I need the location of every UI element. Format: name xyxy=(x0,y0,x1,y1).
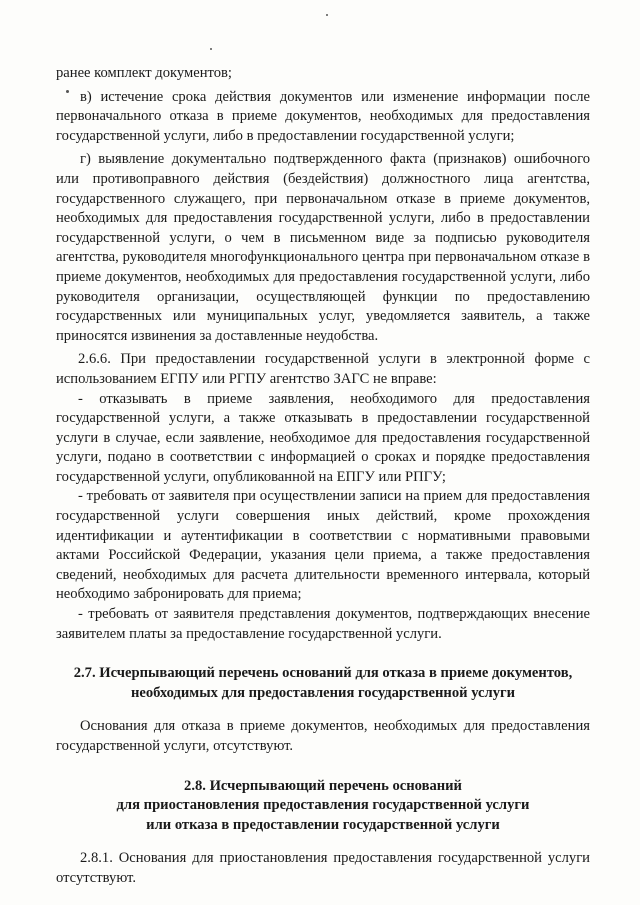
scan-speck xyxy=(326,14,328,16)
heading-2-8-line-3: или отказа в предоставлении государственной услуги xyxy=(146,816,500,833)
paragraph-item-v: в) истечение срока действия документов или изменение информации после первоначального отказа в приеме документов, необходимых для предоставления государственной услуги, либо в предоставлении государственной услуги; xyxy=(56,88,590,144)
heading-2-7-line-2: необходимых для предоставления государственной услуги xyxy=(130,684,516,701)
scan-speck xyxy=(210,48,212,50)
paragraph-item-g: г) выявление документально подтвержденного факта (признаков) ошибочного или противоправного действия (бездействия) должностного лица агентства, государственного служащего, при первоначальном отказе в приеме документов, необходимых для предоставления государственной услуги, либо в предоставлении государственной услуги, о чем в письменном виде за подписью руководителя агентства, руководителя многофункционального центра при первоначальном отказе в приеме документов, необходимых для предоставления государственной услуги, либо руководителя организации, осуществляющей функции по предоставлению государственных или муниципальных услуг, уведомляется заявитель, а также приносятся извинения за доставленные неудобства. xyxy=(56,151,590,344)
paragraph-dash-1: - отказывать в приеме заявления, необходимого для предоставления государственной услуги, а также отказывать в предоставлении государственной услуги в случае, если заявление, необходимое для предоставления государственной услуги, подано в соответствии с информацией о сроках и порядке предоставления государственной услуги, опубликованной на ЕПГУ или РПГУ; xyxy=(56,390,590,485)
paragraph-dash-2: - требовать от заявителя при осуществлении записи на прием для предоставления государственной услуги совершения иных действий, кроме прохождения идентификации и аутентификации в соответствии с нормативными правовыми актами Российской Федерации, указания цели приема, а также предоставления сведений, необходимых для расчета длительности временного интервала, который необходимо забронировать для приема; xyxy=(56,488,590,603)
heading-2-7-line-1: 2.7. Исчерпывающий перечень оснований для отказа в приеме документов, xyxy=(73,665,573,682)
paragraph-continuation: ранее комплект документов; xyxy=(56,65,232,81)
paragraph-dash-3: - требовать от заявителя представления документов, подтверждающих внесение заявителем платы за предоставление государственной услуги. xyxy=(56,606,590,642)
heading-2-8-line-1: 2.8. Исчерпывающий перечень оснований xyxy=(184,777,462,794)
paragraph-2-8-1: 2.8.1. Основания для приостановления предоставления государственной услуги отсутствуют. xyxy=(56,850,590,886)
heading-2-8-line-2: для приостановления предоставления государственной услуги xyxy=(116,797,530,814)
document-body xyxy=(56,64,590,889)
paragraph-2-7: Основания для отказа в приеме документов, необходимых для предоставления государственной услуги, отсутствуют. xyxy=(56,718,590,754)
paragraph-2-6-6: 2.6.6. При предоставлении государственной услуги в электронной форме с использованием ЕГПУ или РГПУ агентство ЗАГС не вправе: xyxy=(56,351,590,387)
